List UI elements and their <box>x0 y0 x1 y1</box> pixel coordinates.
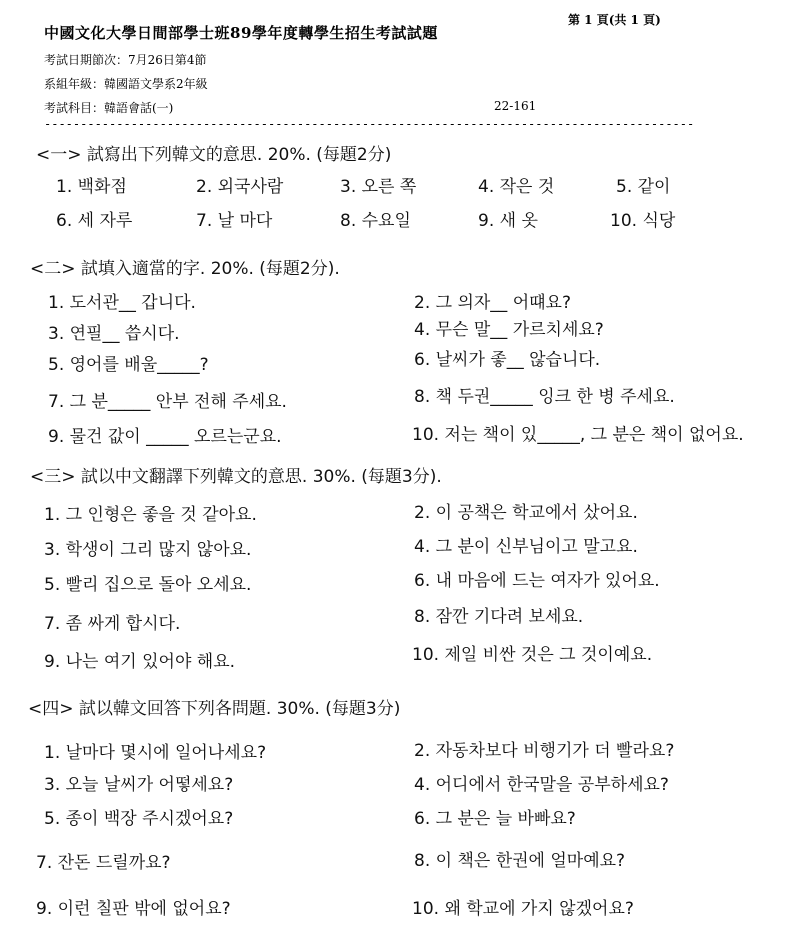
s3-item-2: 2. 이 공책은 학교에서 샀어요. <box>414 503 638 523</box>
s4-item-3: 3. 오늘 날씨가 어떻세요? <box>44 775 234 795</box>
s4-item-2: 2. 자동차보다 비행기가 더 빨라요? <box>414 741 675 761</box>
s1-item-3: 3. 오른 쪽 <box>340 177 417 197</box>
s4-item-6: 6. 그 분은 늘 바빠요? <box>414 809 576 829</box>
s3-item-3: 3. 학생이 그리 많지 않아요. <box>44 540 252 560</box>
page-number: 第 1 頁(共 1 頁) <box>568 13 661 27</box>
s1-item-9: 9. 새 옷 <box>478 211 538 231</box>
s1-item-8: 8. 수요일 <box>340 211 411 231</box>
department: 系組年級：韓國語文學系2年級 <box>44 77 208 91</box>
s1-item-4: 4. 작은 것 <box>478 177 555 197</box>
s4-item-5: 5. 종이 백장 주시겠어요? <box>44 809 234 829</box>
s3-item-1: 1. 그 인형은 좋을 것 같아요. <box>44 505 257 525</box>
s4-item-1: 1. 날마다 몇시에 일어나세요? <box>44 743 267 763</box>
s3-item-9: 9. 나는 여기 있어야 해요. <box>44 652 236 672</box>
section-3-heading: <三> 試以中文翻譯下列韓文的意思. 30%. (每題3分). <box>30 467 442 487</box>
s2-item-9: 9. 물건 값이 _____ 오르는군요. <box>48 427 282 447</box>
subject: 考試科目：韓語會話(一) <box>44 101 174 115</box>
s2-item-3: 3. 연필__ 씁시다. <box>48 324 180 344</box>
s1-item-5: 5. 같이 <box>616 177 671 197</box>
s4-item-10: 10. 왜 학교에 가지 않겠어요? <box>412 899 634 919</box>
s3-item-10: 10. 제일 비싼 것은 그 것이예요. <box>412 645 653 665</box>
s2-item-7: 7. 그 분_____ 안부 전해 주세요. <box>48 392 287 412</box>
s1-item-1: 1. 백화점 <box>56 177 127 197</box>
s2-item-10: 10. 저는 책이 있_____, 그 분은 책이 없어요. <box>412 425 744 445</box>
s3-item-4: 4. 그 분이 신부님이고 말고요. <box>414 537 638 557</box>
exam-code: 22-161 <box>494 99 537 113</box>
s4-item-8: 8. 이 책은 한권에 얼마예요? <box>414 851 626 871</box>
s2-item-6: 6. 날씨가 좋__ 않습니다. <box>414 350 601 370</box>
exam-time: 考試日期節次：7月26日第4節 <box>44 53 207 67</box>
s1-item-10: 10. 식당 <box>610 211 676 231</box>
s3-item-5: 5. 빨리 집으로 돌아 오세요. <box>44 575 252 595</box>
s2-item-1: 1. 도서관__ 갑니다. <box>48 293 196 313</box>
section-1-heading: <一> 試寫出下列韓文的意思. 20%. (每題2分) <box>36 145 392 165</box>
s4-item-7: 7. 잔돈 드릴까요? <box>36 853 171 873</box>
s2-item-8: 8. 책 두권_____ 잉크 한 병 주세요. <box>414 387 675 407</box>
s4-item-4: 4. 어디에서 한국말을 공부하세요? <box>414 775 669 795</box>
s3-item-8: 8. 잠깐 기다려 보세요. <box>414 607 584 627</box>
s1-item-2: 2. 외국사람 <box>196 177 284 197</box>
s3-item-6: 6. 내 마음에 드는 여자가 있어요. <box>414 571 660 591</box>
s2-item-4: 4. 무슨 말__ 가르치세요? <box>414 320 604 340</box>
s2-item-5: 5. 영어를 배울_____? <box>48 355 209 375</box>
section-4-heading: <四> 試以韓文回答下列各問題. 30%. (每題3分) <box>28 699 401 719</box>
s4-item-9: 9. 이런 칠판 밖에 없어요? <box>36 899 231 919</box>
s1-item-6: 6. 세 자루 <box>56 211 133 231</box>
s3-item-7: 7. 좀 싸게 합시다. <box>44 614 181 634</box>
s2-item-2: 2. 그 의자__ 어떄요? <box>414 293 571 313</box>
exam-title: 中國文化大學日間部學士班89學年度轉學生招生考試試題 <box>44 24 438 42</box>
s1-item-7: 7. 날 마다 <box>196 211 273 231</box>
header-separator: ------------------------------------------------------------------------------------------ <box>44 117 695 131</box>
section-2-heading: <二> 試填入適當的字. 20%. (每題2分). <box>30 259 340 279</box>
